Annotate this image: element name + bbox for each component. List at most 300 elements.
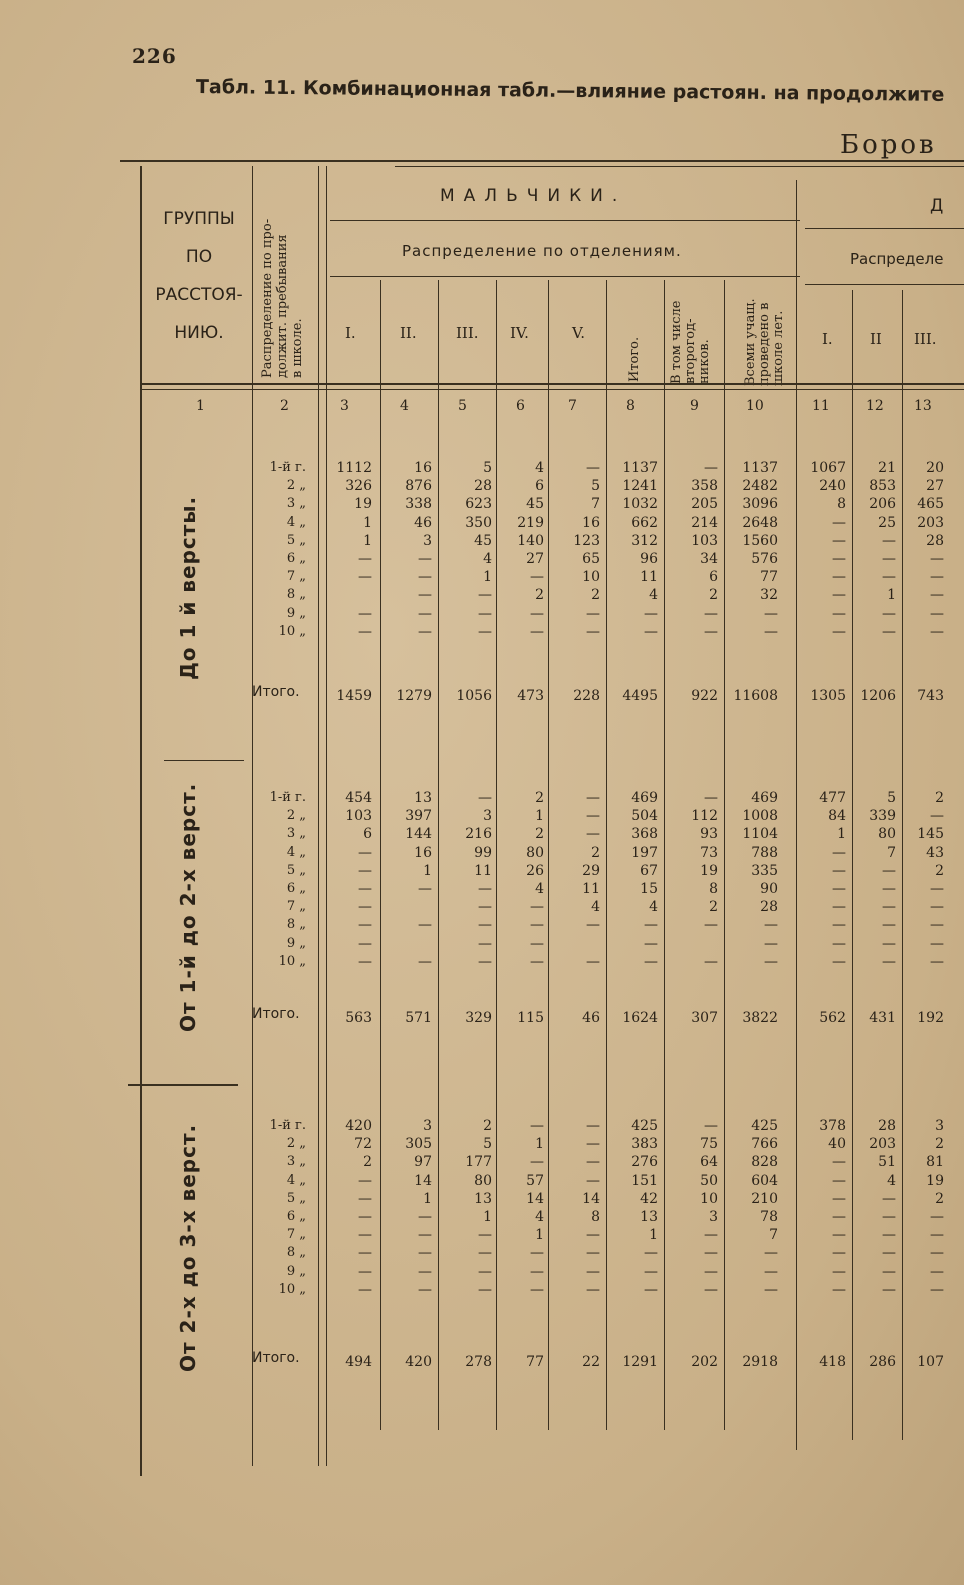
table-cell: — <box>586 1154 600 1171</box>
total-cell: 202 <box>691 1354 718 1370</box>
row-label: 4 „ <box>286 844 306 860</box>
table-cell: — <box>832 881 846 897</box>
row-label: 7 „ <box>286 1227 306 1243</box>
row-label: 1-й г. <box>269 790 306 805</box>
table-cell: 1137 <box>622 460 658 476</box>
table-cell: 16 <box>582 514 600 531</box>
table-cell: 64 <box>700 1154 718 1171</box>
girls-dept-header-1: I. <box>822 330 833 348</box>
table-cell: — <box>358 551 372 567</box>
table-cell: 29 <box>582 862 600 879</box>
table-cell: — <box>930 953 944 970</box>
table-cell: 13 <box>414 790 432 806</box>
table-cell: — <box>358 899 372 916</box>
table-cell: — <box>704 1281 718 1298</box>
years-header-line: Всеми учащ. <box>743 298 758 386</box>
table-cell: 2 <box>591 587 600 604</box>
table-cell: 219 <box>517 514 544 531</box>
table-cell: — <box>882 551 896 567</box>
row-label: 7 „ <box>286 569 306 585</box>
table-cell: 1 <box>363 532 372 549</box>
col-divider <box>796 180 797 1450</box>
table-cell: — <box>418 917 432 934</box>
total-cell: 329 <box>465 1010 492 1026</box>
row-label: 5 „ <box>286 1190 306 1206</box>
table-cell: — <box>478 587 492 604</box>
table-cell: 2 <box>591 844 600 861</box>
header-rule-distrib-girls <box>805 284 964 285</box>
col-divider <box>902 290 903 1440</box>
dept-header-3: III. <box>456 324 479 342</box>
table-cell: 16 <box>414 844 432 861</box>
header-rule-boys <box>330 220 800 221</box>
table-cell: — <box>478 935 492 952</box>
total-cell: 307 <box>691 1010 718 1026</box>
table-cell: 397 <box>405 808 432 825</box>
table-cell: — <box>586 1172 600 1189</box>
table-cell: — <box>882 1227 896 1244</box>
total-cell: 11608 <box>733 688 778 704</box>
total-cell: 4495 <box>622 688 658 704</box>
table-cell: — <box>418 1245 432 1262</box>
total-cell: 278 <box>465 1354 492 1370</box>
table-cell: — <box>530 917 544 934</box>
total-cell: 1279 <box>396 688 432 704</box>
table-cell: 73 <box>700 844 718 861</box>
groups-header-line: ГРУППЫ <box>163 209 235 229</box>
row-label: 10 „ <box>278 953 306 969</box>
table-cell: — <box>930 1227 944 1244</box>
table-cell: 3 <box>483 808 492 825</box>
table-cell: 80 <box>878 826 896 843</box>
total-cell: 1206 <box>860 688 896 704</box>
table-cell: 46 <box>414 514 432 531</box>
table-cell: — <box>358 1245 372 1262</box>
table-cell: 216 <box>465 826 492 843</box>
page-number: 226 <box>132 44 177 68</box>
total-cell: 3822 <box>742 1010 778 1026</box>
totals-label: Итого. <box>252 1006 300 1022</box>
row-label: 6 „ <box>286 551 306 566</box>
table-cell: — <box>418 881 432 897</box>
table-cell: 144 <box>405 826 432 843</box>
groups-header-line: ПО <box>185 247 213 267</box>
table-cell: — <box>930 935 944 952</box>
table-cell: 25 <box>878 514 896 531</box>
table-cell: — <box>644 917 658 934</box>
table-cell: — <box>530 605 544 622</box>
table-cell: — <box>586 1136 600 1153</box>
table-cell: — <box>530 935 544 952</box>
table-cell: 766 <box>751 1136 778 1153</box>
table-cell: — <box>704 1245 718 1262</box>
table-cell: 662 <box>631 514 658 531</box>
column-number: 1 <box>196 398 205 414</box>
table-cell: 4 <box>483 551 492 567</box>
table-cell: — <box>930 551 944 567</box>
table-cell: — <box>832 1227 846 1244</box>
col-divider <box>724 280 725 1430</box>
column-number: 10 <box>746 398 764 414</box>
table-cell: 368 <box>631 826 658 843</box>
table-cell: 27 <box>926 478 944 495</box>
table-cell: 112 <box>691 808 718 825</box>
table-cell: — <box>832 532 846 549</box>
table-title: Табл. 11. Комбинационная табл.—влияние растоян. на продолжите <box>195 76 945 106</box>
table-cell: — <box>764 917 778 934</box>
table-cell: 10 <box>582 569 600 586</box>
table-cell: — <box>586 623 600 640</box>
years-header <box>744 298 786 386</box>
table-cell: 1112 <box>336 460 372 476</box>
table-cell: — <box>832 862 846 879</box>
table-cell: 477 <box>819 790 846 806</box>
table-cell: — <box>704 460 718 476</box>
total-cell: 46 <box>582 1010 600 1026</box>
table-cell: — <box>530 1263 544 1280</box>
row-label: 8 „ <box>286 587 306 603</box>
col-divider <box>548 280 549 1430</box>
total-cell: 192 <box>917 1010 944 1026</box>
column-number: 12 <box>866 398 884 414</box>
boys-header: МАЛЬЧИКИ. <box>440 186 627 206</box>
table-cell: — <box>478 917 492 934</box>
table-cell: — <box>586 1245 600 1262</box>
total-cell: 22 <box>582 1354 600 1370</box>
table-cell: 358 <box>691 478 718 495</box>
table-cell: 4 <box>649 899 658 916</box>
table-cell: — <box>418 1281 432 1298</box>
row-label: 9 „ <box>286 605 306 621</box>
row-label: 10 „ <box>278 1281 306 1297</box>
groups-header <box>140 200 258 352</box>
table-cell: — <box>930 1263 944 1280</box>
table-cell: 7 <box>769 1227 778 1244</box>
total-cell: 1056 <box>456 688 492 704</box>
table-cell: — <box>358 862 372 879</box>
table-cell: — <box>478 1281 492 1298</box>
table-cell: 205 <box>691 496 718 513</box>
table-cell: — <box>832 953 846 970</box>
table-cell: 203 <box>869 1136 896 1153</box>
table-cell: 42 <box>640 1190 658 1207</box>
table-cell: 203 <box>917 514 944 531</box>
table-cell: 420 <box>345 1118 372 1134</box>
row-label: 7 „ <box>286 899 306 915</box>
table-cell: 240 <box>819 478 846 495</box>
table-cell: 103 <box>345 808 372 825</box>
column-number: 8 <box>626 398 635 414</box>
total-cell: 743 <box>917 688 944 704</box>
total-cell: 494 <box>345 1354 372 1370</box>
total-cell: 922 <box>691 688 718 704</box>
table-cell: — <box>882 623 896 640</box>
table-cell: 97 <box>414 1154 432 1171</box>
table-cell: 4 <box>535 1209 544 1225</box>
table-cell: 4 <box>535 460 544 476</box>
table-cell: 469 <box>751 790 778 806</box>
table-cell: 45 <box>474 532 492 549</box>
table-cell: — <box>832 551 846 567</box>
table-cell: 1 <box>887 587 896 604</box>
table-cell: — <box>704 1263 718 1280</box>
table-cell: — <box>882 935 896 952</box>
years-header-line: школе лет. <box>771 310 786 386</box>
table-cell: — <box>930 1281 944 1298</box>
col-divider <box>438 280 439 1430</box>
table-cell: — <box>832 899 846 916</box>
table-cell: 45 <box>526 496 544 513</box>
table-cell: — <box>882 1263 896 1280</box>
table-cell: 2 <box>935 790 944 806</box>
dept-header-5: V. <box>572 324 585 342</box>
table-cell: 140 <box>517 532 544 549</box>
table-cell: — <box>930 605 944 622</box>
duration-header-line: Распределение по про- <box>260 218 275 378</box>
table-cell: — <box>478 1227 492 1244</box>
column-number: 2 <box>280 398 289 414</box>
column-number: 9 <box>690 398 699 414</box>
table-cell: — <box>764 953 778 970</box>
col-divider <box>326 166 327 1466</box>
table-cell: — <box>930 569 944 586</box>
table-cell: — <box>832 1190 846 1207</box>
table-cell: — <box>586 460 600 476</box>
table-cell: 276 <box>631 1154 658 1171</box>
col-divider <box>852 290 853 1440</box>
total-cell: 77 <box>526 1354 544 1370</box>
table-cell: 454 <box>345 790 372 806</box>
row-label: 9 „ <box>286 1263 306 1279</box>
table-cell: — <box>418 1209 432 1225</box>
table-cell: 339 <box>869 808 896 825</box>
table-cell: — <box>832 1209 846 1225</box>
col-divider <box>318 166 319 1466</box>
total-cell: 1305 <box>810 688 846 704</box>
table-cell: 305 <box>405 1136 432 1153</box>
table-cell: 51 <box>878 1154 896 1171</box>
table-cell: — <box>418 569 432 586</box>
table-cell: 77 <box>760 569 778 586</box>
table-cell: — <box>530 1154 544 1171</box>
table-cell: 5 <box>483 1136 492 1153</box>
row-label: 2 „ <box>286 808 306 824</box>
table-cell: 2 <box>709 899 718 916</box>
table-cell: — <box>882 1281 896 1298</box>
table-cell: 335 <box>751 862 778 879</box>
table-cell: 21 <box>878 460 896 476</box>
row-label: 3 „ <box>286 826 306 842</box>
table-cell: — <box>832 623 846 640</box>
table-cell: — <box>882 1245 896 1262</box>
table-cell: — <box>644 605 658 622</box>
table-cell: 4 <box>649 587 658 604</box>
group-label-1: До 1 й версты. <box>176 495 200 680</box>
table-cell: 1 <box>363 514 372 531</box>
table-cell: — <box>358 569 372 586</box>
table-cell: 67 <box>640 862 658 879</box>
total-cell: 1459 <box>336 688 372 704</box>
table-cell: 20 <box>926 460 944 476</box>
table-cell: 197 <box>631 844 658 861</box>
girls-header-partial: Д <box>930 196 944 216</box>
table-cell: 80 <box>474 1172 492 1189</box>
table-cell: 145 <box>917 826 944 843</box>
header-bottom-rule-2 <box>140 389 964 390</box>
table-cell: — <box>882 862 896 879</box>
table-cell: — <box>882 532 896 549</box>
table-cell: 32 <box>760 587 778 604</box>
total-cell: 115 <box>517 1010 544 1026</box>
table-cell: — <box>930 808 944 825</box>
table-cell: 378 <box>819 1118 846 1134</box>
table-cell: — <box>478 1245 492 1262</box>
table-cell: 1104 <box>742 826 778 843</box>
row-label: 1-й г. <box>269 460 306 475</box>
table-cell: 828 <box>751 1154 778 1171</box>
table-cell: 10 <box>700 1190 718 1207</box>
table-cell: — <box>930 587 944 604</box>
table-cell: — <box>930 881 944 897</box>
table-cell: — <box>358 917 372 934</box>
table-cell: 425 <box>751 1118 778 1134</box>
row-label: 9 „ <box>286 935 306 951</box>
table-cell: 2 <box>535 790 544 806</box>
row-label: 3 „ <box>286 496 306 512</box>
table-cell: 99 <box>474 844 492 861</box>
table-cell: — <box>644 935 658 952</box>
table-cell: 84 <box>828 808 846 825</box>
row-label: 4 „ <box>286 514 306 530</box>
table-cell: — <box>586 1281 600 1298</box>
table-cell: — <box>358 1190 372 1207</box>
table-cell: 210 <box>751 1190 778 1207</box>
repeaters-header <box>670 301 712 384</box>
total-cell: 107 <box>917 1354 944 1370</box>
table-cell: 6 <box>535 478 544 495</box>
table-cell: — <box>478 605 492 622</box>
table-cell: 853 <box>869 478 896 495</box>
group-separator <box>164 760 244 761</box>
totals-label: Итого. <box>252 1350 300 1366</box>
table-cell: — <box>832 1154 846 1171</box>
total-cell: 571 <box>405 1010 432 1026</box>
table-cell: 93 <box>700 826 718 843</box>
table-cell: 5 <box>887 790 896 806</box>
total-cell: 286 <box>869 1354 896 1370</box>
group-label-3: От 2-х до 3-х верст. <box>176 1123 200 1372</box>
table-cell: 504 <box>631 808 658 825</box>
row-label: 5 „ <box>286 532 306 548</box>
table-cell: 26 <box>526 862 544 879</box>
table-cell: 3 <box>423 532 432 549</box>
table-cell: — <box>882 569 896 586</box>
table-cell: — <box>832 514 846 531</box>
table-cell: — <box>530 569 544 586</box>
row-label: 6 „ <box>286 881 306 896</box>
table-cell: 1032 <box>622 496 658 513</box>
col-divider <box>496 280 497 1430</box>
table-cell: — <box>644 1263 658 1280</box>
table-cell: 65 <box>582 551 600 567</box>
table-cell: 326 <box>345 478 372 495</box>
table-cell: — <box>832 935 846 952</box>
table-cell: — <box>764 1281 778 1298</box>
table-cell: — <box>832 1172 846 1189</box>
table-cell: 14 <box>526 1190 544 1207</box>
groups-header-line: НИЮ. <box>174 323 224 343</box>
table-cell: — <box>418 587 432 604</box>
table-cell: — <box>704 917 718 934</box>
table-cell: 469 <box>631 790 658 806</box>
table-cell: — <box>530 953 544 970</box>
table-cell: — <box>586 917 600 934</box>
table-cell: 11 <box>474 862 492 879</box>
table-cell: — <box>704 790 718 806</box>
total-header: Итого. <box>627 336 642 382</box>
table-cell: 8 <box>591 1209 600 1225</box>
table-cell: 1 <box>837 826 846 843</box>
table-cell: — <box>704 1118 718 1134</box>
table-cell: 177 <box>465 1154 492 1171</box>
table-cell: 206 <box>869 496 896 513</box>
table-cell: — <box>358 1263 372 1280</box>
table-cell: — <box>644 623 658 640</box>
table-cell: 4 <box>591 899 600 916</box>
table-cell: 1 <box>423 1190 432 1207</box>
table-cell: — <box>586 808 600 825</box>
table-cell: 1 <box>535 808 544 825</box>
row-label: 3 „ <box>286 1154 306 1170</box>
table-cell: 2 <box>709 587 718 604</box>
table-cell: 43 <box>926 844 944 861</box>
table-cell: — <box>418 1227 432 1244</box>
table-cell: 15 <box>640 881 658 897</box>
table-cell: 19 <box>926 1172 944 1189</box>
table-cell: — <box>418 551 432 567</box>
table-cell: 1 <box>649 1227 658 1244</box>
row-label: 2 „ <box>286 478 306 494</box>
table-cell: — <box>358 1209 372 1225</box>
table-cell: 81 <box>926 1154 944 1171</box>
table-cell: 19 <box>700 862 718 879</box>
table-cell: — <box>478 623 492 640</box>
table-cell: 28 <box>878 1118 896 1134</box>
table-cell: 2482 <box>742 478 778 495</box>
table-cell: 576 <box>751 551 778 567</box>
table-cell: — <box>530 1118 544 1134</box>
place-name: Боров <box>840 130 937 160</box>
table-cell: — <box>418 623 432 640</box>
table-cell: — <box>764 935 778 952</box>
table-cell: — <box>644 953 658 970</box>
table-cell: 4 <box>535 881 544 897</box>
table-cell: 90 <box>760 881 778 897</box>
top-rule <box>120 160 964 162</box>
table-cell: — <box>586 1263 600 1280</box>
table-cell: — <box>832 844 846 861</box>
dept-header-4: IV. <box>510 324 529 342</box>
table-cell: — <box>832 1263 846 1280</box>
table-cell: 1 <box>535 1136 544 1153</box>
table-cell: — <box>478 1263 492 1280</box>
table-cell: — <box>764 1245 778 1262</box>
table-cell: — <box>586 826 600 843</box>
table-cell: 1 <box>483 1209 492 1225</box>
table-cell: — <box>418 605 432 622</box>
table-cell: 14 <box>414 1172 432 1189</box>
table-cell: 11 <box>640 569 658 586</box>
